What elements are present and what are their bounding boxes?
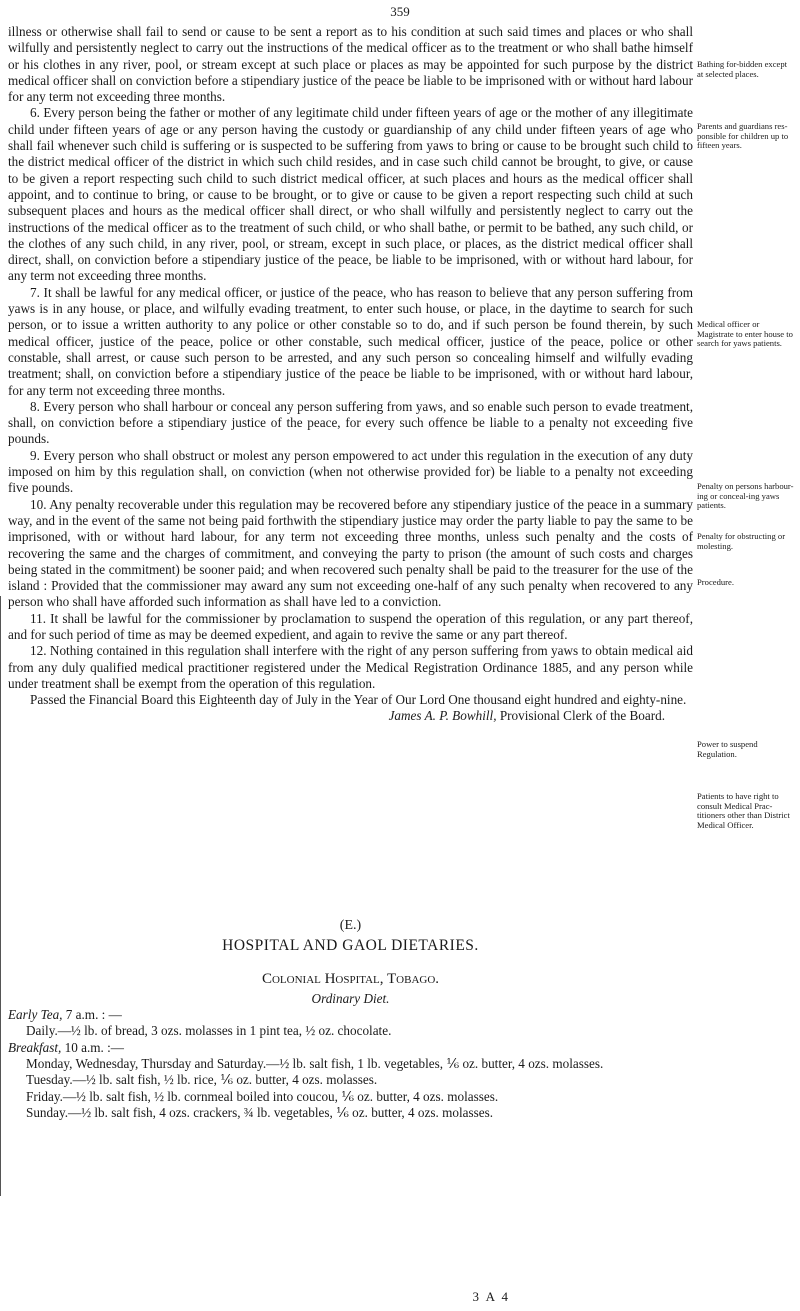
margin-note-obstructing: Penalty for obstructing or molesting. <box>697 531 786 551</box>
early-tea-line <box>8 1007 693 1023</box>
signature-title: Provisional Clerk of the Board. <box>499 708 665 724</box>
paragraph-11: 11. It shall be lawful for the commissioner by proclamation to suspend the operation of this regulation, or any part thereof, and for such period of time as may be deemed expedient, and again to revive the same or any part thereof. <box>8 610 693 642</box>
paragraph-9: 9. Every person who shall obstruct or molest any person empowered to act under this regulation in the execution of any duty imposed on him by this regulation shall, on conviction (when not otherwise provided for) be liable to a penalty not exceeding five pounds. <box>8 447 693 496</box>
margin-note-procedure: Procedure. <box>697 577 734 587</box>
margin-note-patients-right: Patients to have right to consult Medical Prac-titioners other than District Medical Officer. <box>697 791 790 830</box>
regulation-text <box>8 24 693 725</box>
paragraph-12: 12. Nothing contained in this regulation shall interfere with the right of any person suffering from yaws to obtain medical aid from any duly qualified medical practitioner registered under the Medical Registration Ordinance 1885, and any person while under treatment shall be exempt from the operation of this regulation. <box>8 643 693 691</box>
signature <box>8 708 693 724</box>
early-tea-time: 7 a.m. : — <box>65 1007 122 1023</box>
early-tea-daily: Daily.—½ lb. of bread, 3 ozs. molasses in 1 pint tea, ½ oz. chocolate. <box>26 1023 392 1039</box>
passed-statement: Passed the Financial Board this Eighteenth day of July in the Year of Our Lord One thousand eight hundred and eighty-nine. <box>30 692 687 708</box>
margin-note-parents: Parents and guardians res-ponsible for children up to fifteen years. <box>697 121 789 151</box>
margin-note-bathing: Bathing for-bidden except at selected places. <box>697 59 788 79</box>
paragraph-6: 6. Every person being the father or mother of any legitimate child under fifteen years of age or the mother of any illegitimate child under fifteen years of age or any person having the custody or guardianship of any child under fifteen years of age who shall fail whenever such child is suffering or is suspected to be suffering from yaws to bring or cause to be brought such child to the district medical officer of the district in which such child resides, and in case such child cannot be brought, to give, or cause to be given a report respecting such child to such district medical officer, at such places and hours as the medical officer shall appoint, and to continue to bring, or cause to be brought, or to give or cause to be given a report respecting such child at such subsequent places and hours as the medical officer shall direct, or who shall wilfully and persistently neglect to carry out the instructions of the medical officer as to the treatment of such child, or who shall bathe, or permit to be bathed, any such child, or the clothes of any such child, in any river, pool, or stream, except in such place, or places, as the district medical officer shall direct, shall, on conviction before a stipendiary justice of the peace, be liable to be imprisoned, with or without hard labour, for any term not exceeding three months. <box>8 105 693 284</box>
section-letter: (E.) <box>339 918 362 933</box>
paragraph-5-continued: illness or otherwise shall fail to send or cause to be sent a report as to his condition at such said times and places or who shall wilfully and persistently neglect to carry out the instructions of the medical officer as to the treatment or who shall bathe himself or his clothes in any river, pool, or stream except at such place or places as may be appointed for such purpose by the district medical officer shall on conviction before a stipendiary justice of the peace be liable to be imprisoned with or without hard labour for any term not exceeding three months. <box>8 24 693 105</box>
section-title: HOSPITAL AND GAOL DIETARIES. <box>222 937 479 955</box>
breakfast-line <box>8 1040 693 1056</box>
breakfast-friday: Friday.—½ lb. salt fish, ½ lb. cornmeal boiled into coucou, ⅙ oz. butter, 4 ozs. molasses. <box>26 1088 499 1104</box>
signature-mark: 3 A 4 <box>472 1289 510 1304</box>
margin-note-power-to-suspend: Power to suspend Regulation. <box>697 739 758 759</box>
signature-name: James A. P. Bowhill, <box>388 708 497 724</box>
breakfast-monday: Monday, Wednesday, Thursday and Saturday.—½ lb. salt fish, 1 lb. vegetables, ⅙ oz. butter, 4 ozs. molasses. <box>26 1056 604 1072</box>
dietaries-section <box>8 918 693 1121</box>
paragraph-8: 8. Every person who shall harbour or conceal any person suffering from yaws, and so enable such person to evade treatment, shall, on conviction before a stipendiary justice of the peace, for every such offence be liable to a penalty not exceeding five pounds. <box>8 398 693 447</box>
breakfast-time: 10 a.m. :— <box>64 1039 124 1055</box>
left-margin-rule <box>0 596 7 1196</box>
margin-note-medical-officer: Medical officer or Magistrate to enter house to search for yaws patients. <box>697 319 793 349</box>
breakfast-heading: Breakfast, <box>8 1039 62 1055</box>
paragraph-7: 7. It shall be lawful for any medical officer, or justice of the peace, who has reason to believe that any person suffering from yaws is in any house, or place, and wilfully evading treatment, to enter such house, or place, in the daytime to search for such person, or to issue a written authority to any police or other constable so to do, and if such person be found therein, by such medical officer, justice of the peace, police or other constable, such medical officer, justice of the peace, police or other constable, shall arrest, or cause such person to be arrested, and any such person so concealing himself and wilfully evading treatment; shall, on conviction before a stipendiary justice of the peace be liable to be imprisoned, with or without hard labour, for any term not exceeding three months. <box>8 284 693 398</box>
breakfast-sunday: Sunday.—½ lb. salt fish, 4 ozs. crackers, ¾ lb. vegetables, ⅙ oz. butter, 4 ozs. molasses. <box>26 1104 494 1120</box>
diet-title: Ordinary Diet. <box>311 990 390 1006</box>
paragraph-10: 10. Any penalty recoverable under this regulation may be recovered before any stipendiary justice of the peace in a summary way, and in the event of the same not being paid forthwith the stipendiary justice may order the party liable to pay the same to be imprisoned, with or without hard labour, for any term not exceeding three months, unless such penalty and the costs of recovering the same and the charges of commitment, and conveying the party to prison (the amount of such costs and charges being stated in the commitment) be sooner paid; and when recovered such penalty shall be paid to the treasurer for the use of the island : Provided that the commissioner may award any sum not exceeding one-half of any such penalty when recovered to any person who shall have afforded such information as shall have led to a conviction. <box>8 496 693 610</box>
breakfast-tuesday: Tuesday.—½ lb. salt fish, ½ lb. rice, ⅙ oz. butter, 4 ozs. molasses. <box>26 1072 378 1088</box>
page-number: 359 <box>390 4 410 19</box>
hospital-title: Colonial Hospital, Tobago. <box>261 970 440 987</box>
margin-note-harbouring: Penalty on persons harbour-ing or conceal-ing yaws patients. <box>697 481 794 511</box>
early-tea-heading: Early Tea, <box>8 1007 63 1023</box>
